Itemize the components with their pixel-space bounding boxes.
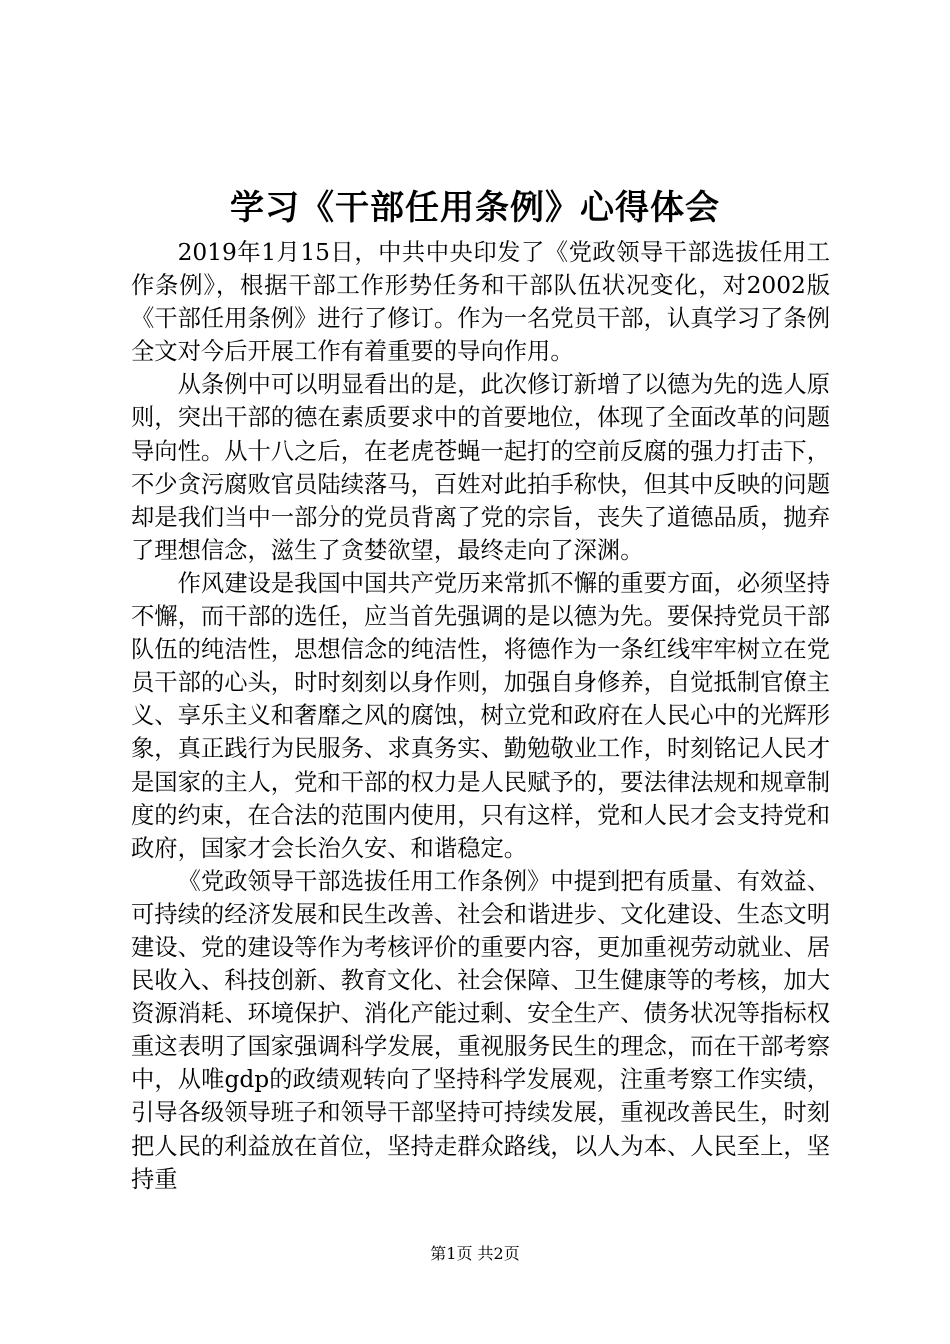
document-title: 学习《干部任用条例》心得体会 [230, 188, 720, 228]
document-body [131, 236, 830, 1196]
paragraph-1: 2019年1月15日，中共中央印发了《党政领导干部选拔任用工作条例》，根据干部工作形势任务和干部队伍状况变化，对2002版《干部任用条例》进行了修订。作为一名党员干部，认真学习了条例全文对今后开展工作有着重要的导向作用。 [131, 239, 830, 366]
paragraph-3: 作风建设是我国中国共产党历来常抓不懈的重要方面，必须坚持不懈，而干部的选任，应当首先强调的是以德为先。要保持党员干部队伍的纯洁性，思想信念的纯洁性，将德作为一条红线牢牢树立在党员干部的心头，时时刻刻以身作则，加强自身修养，自觉抵制官僚主义、享乐主义和奢靡之风的腐蚀，树立党和政府在人民心中的光辉形象，真正践行为民服务、求真务实、勤勉敬业工作，时刻铭记人民才是国家的主人，党和干部的权力是人民赋予的，要法律法规和规章制度的约束，在合法的范围内使用，只有这样，党和人民才会支持党和政府，国家才会长治久安、和谐稳定。 [131, 569, 830, 862]
paragraph-2: 从条例中可以明显看出的是，此次修订新增了以德为先的选人原则，突出干部的德在素质要求中的首要地位，体现了全面改革的问题导向性。从十八之后，在老虎苍蝇一起打的空前反腐的强力打击下，不少贪污腐败官员陆续落马，百姓对此拍手称快，但其中反映的问题却是我们当中一部分的党员背离了党的宗旨，丧失了道德品质，抛弃了理想信念，滋生了贪婪欲望，最终走向了深渊。 [131, 371, 830, 564]
paragraph-4: 《党政领导干部选拔任用工作条例》中提到把有质量、有效益、可持续的经济发展和民生改善、社会和谐进步、文化建设、生态文明建设、党的建设等作为考核评价的重要内容，更加重视劳动就业、居民收入、科技创新、教育文化、社会保障、卫生健康等的考核，加大资源消耗、环境保护、消化产能过剩、安全生产、债务状况等指标权重这表明了国家强调科学发展，重视服务民生的理念，而在干部考察中，从唯gdp的政绩观转向了坚持科学发展观，注重考察工作实绩，引导各级领导班子和领导干部坚持可持续发展，重视改善民生，时刻把人民的利益放在首位，坚持走群众路线，以人为本、人民至上，坚持重 [131, 867, 830, 1193]
page-number-footer: 第1页 共2页 [430, 1244, 520, 1263]
